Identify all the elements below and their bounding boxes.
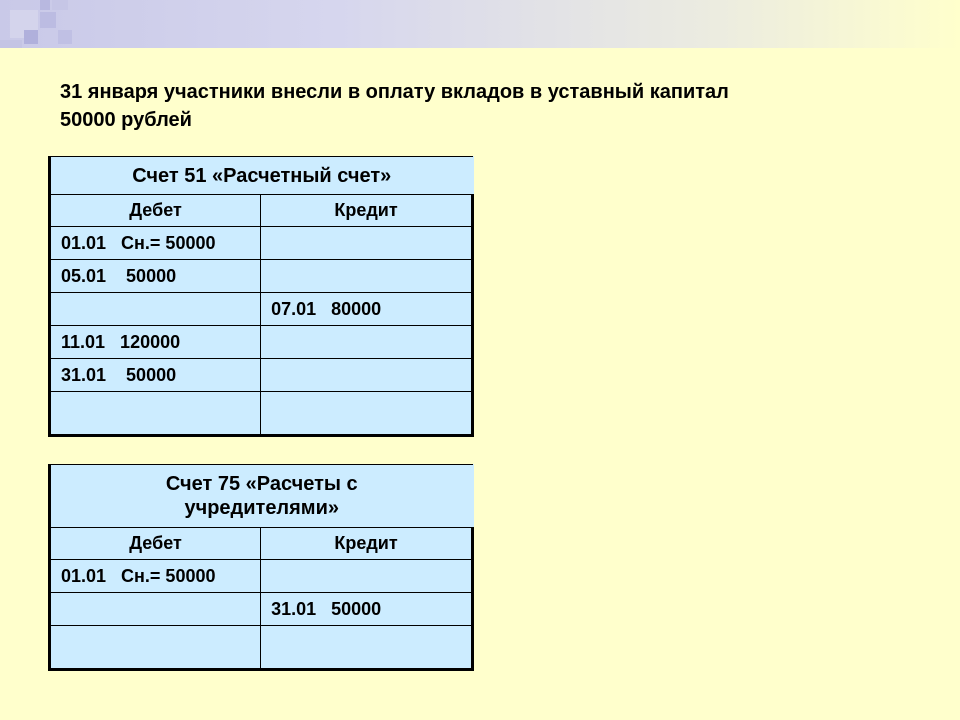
debit-cell: 11.01 120000 — [50, 326, 261, 359]
decorative-header-band — [0, 0, 960, 48]
decorative-square — [24, 30, 38, 44]
debit-header: Дебет — [50, 195, 261, 227]
table-row — [50, 593, 473, 626]
debit-cell: 05.01 50000 — [50, 260, 261, 293]
table-row — [50, 626, 473, 670]
account-title-line-2: учредителями» — [184, 497, 340, 519]
credit-cell — [261, 260, 473, 293]
table-row — [50, 392, 473, 436]
account-75-table — [48, 464, 474, 671]
decorative-square — [0, 40, 22, 48]
table-row — [50, 359, 473, 392]
credit-header: Кредит — [261, 195, 473, 227]
debit-cell — [50, 392, 261, 436]
decorative-square — [40, 0, 50, 10]
table-row — [50, 560, 473, 593]
credit-cell — [261, 392, 473, 436]
table-row — [50, 293, 473, 326]
debit-cell — [50, 626, 261, 670]
credit-cell — [261, 326, 473, 359]
heading-line-2: 50000 рублей — [60, 109, 192, 131]
debit-cell: 01.01 Сн.= 50000 — [50, 560, 261, 593]
table-row — [50, 260, 473, 293]
heading-line-1: 31 января участники внесли в оплату вкладов в уставный капитал — [60, 81, 729, 103]
credit-cell: 07.01 80000 — [261, 293, 473, 326]
debit-cell: 01.01 Сн.= 50000 — [50, 227, 261, 260]
credit-cell — [261, 359, 473, 392]
debit-cell: 31.01 50000 — [50, 359, 261, 392]
table-row — [50, 227, 473, 260]
debit-cell — [50, 593, 261, 626]
account-title: Счет 51 «Расчетный счет» — [50, 157, 473, 195]
credit-cell: 31.01 50000 — [261, 593, 473, 626]
table-row — [50, 326, 473, 359]
credit-cell — [261, 227, 473, 260]
debit-header: Дебет — [50, 528, 261, 560]
account-title-line-1: Счет 75 «Расчеты с — [165, 473, 358, 495]
credit-cell — [261, 560, 473, 593]
account-51-table — [48, 156, 474, 437]
account-title — [50, 465, 473, 528]
credit-header: Кредит — [261, 528, 473, 560]
decorative-square — [40, 12, 56, 28]
decorative-square — [52, 0, 68, 10]
credit-cell — [261, 626, 473, 670]
slide-heading — [60, 78, 920, 134]
debit-cell — [50, 293, 261, 326]
decorative-square — [58, 30, 72, 44]
